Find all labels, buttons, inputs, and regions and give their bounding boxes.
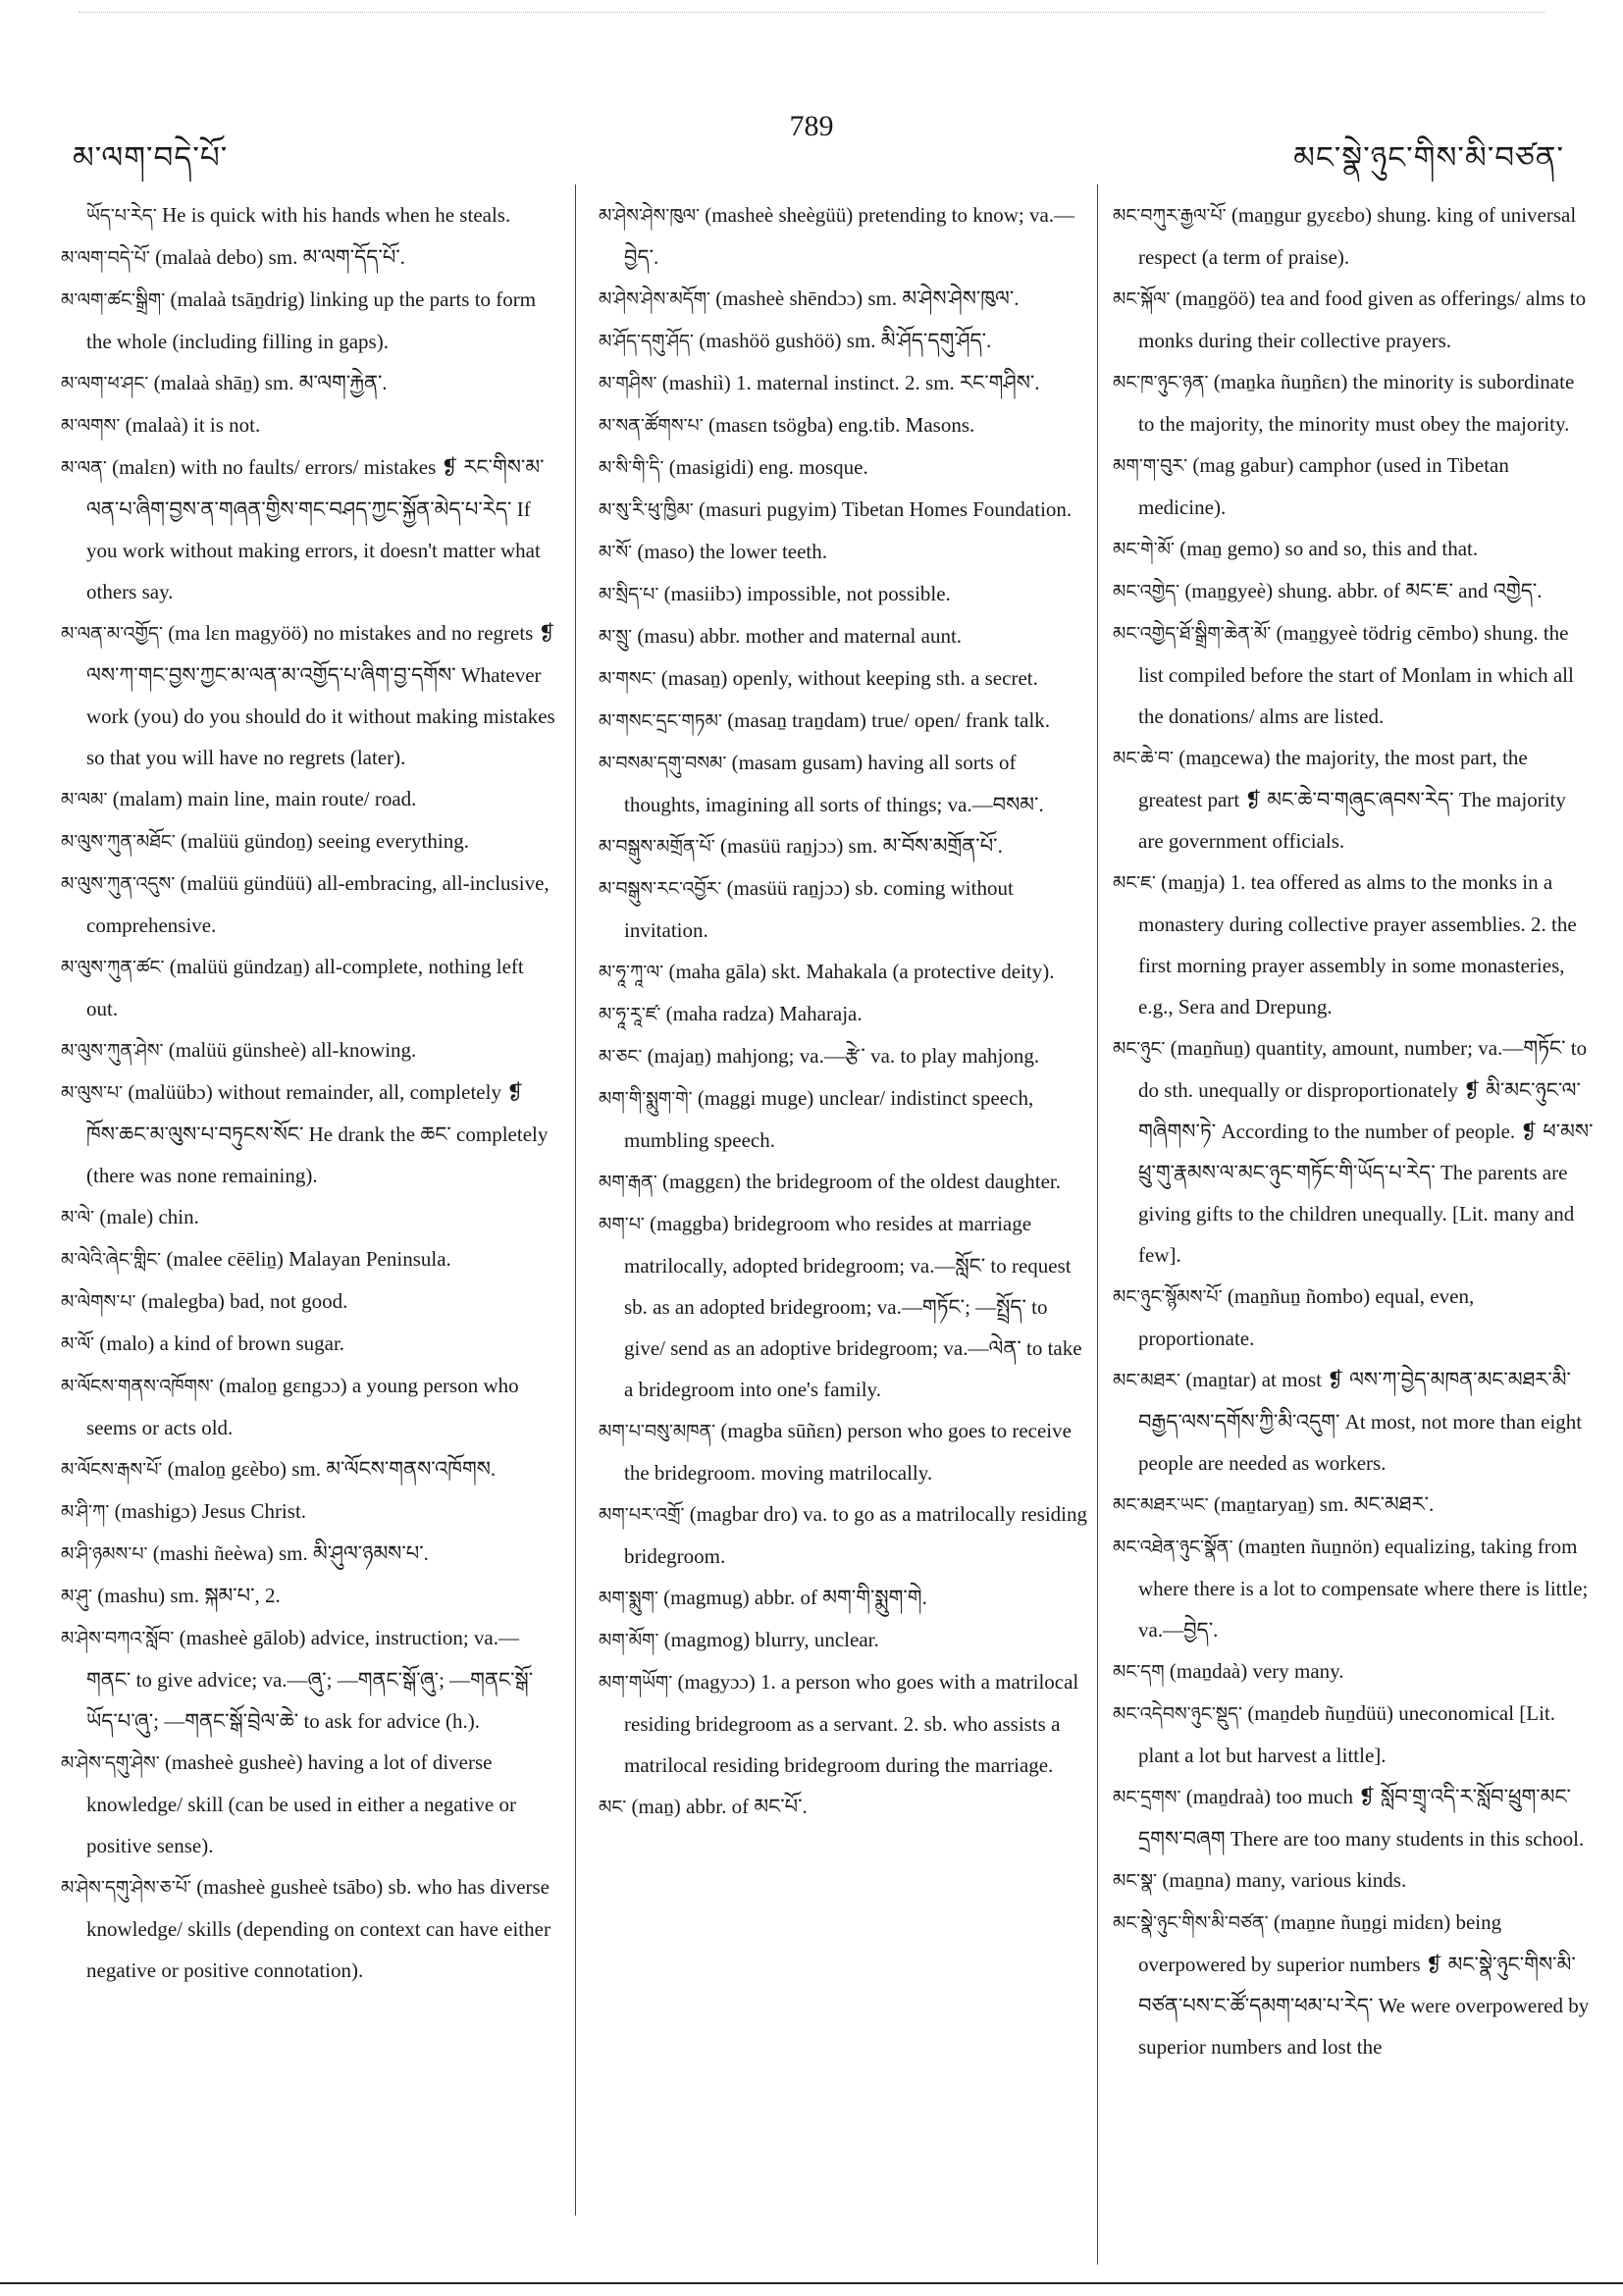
entry-headword: མང་འགྱེད་	[1113, 581, 1180, 602]
entry-headword: མ་ལེའི་ཞེང་གླིང་	[61, 1249, 162, 1271]
dictionary-entry	[1113, 278, 1594, 361]
entry-headword: མ་གསང་	[599, 668, 656, 690]
entry-headword: མག་པར་འགྲོ་	[599, 1504, 685, 1526]
entry-definition: (malaà tsāṉdrig) linking up the parts to form the whole (including filling in gaps).	[86, 287, 537, 353]
entry-headword: མང་དྲགས་	[1113, 1787, 1181, 1808]
entry-headword: མ་སན་ཚོགས་པ་	[599, 415, 704, 437]
dictionary-entry	[61, 362, 559, 404]
entry-definition: (masigidi) eng. mosque.	[663, 455, 868, 479]
entry-definition: (masaṉ) openly, without keeping sth. a secret.	[655, 666, 1038, 690]
dictionary-entry	[1113, 570, 1594, 612]
entry-headword: མ་ལུས་ཀུན་ཚང་	[61, 957, 165, 978]
entry-headword: མ་ལམ་	[61, 789, 108, 810]
entry-headword: མ་ལོ་	[61, 1333, 95, 1355]
entry-headword: མ་ལུས་ཀུན་འདུས་	[61, 873, 176, 895]
entry-definition: (maggi muge) unclear/ indistinct speech, mumbling speech.	[624, 1086, 1034, 1152]
entry-headword: མང་ཉུང་	[1113, 1038, 1166, 1060]
entry-headword: མ་གསང་དྲང་གཏམ་	[599, 710, 722, 732]
entry-definition: (mag gabur) camphor (used in Tibetan medicine).	[1138, 453, 1509, 519]
dictionary-entry	[61, 1866, 559, 1991]
entry-definition: (maṉgyeè tödrig cēmbo) shung. the list compiled before the start of Monlam in which all the donations/ alms are listed.	[1138, 621, 1574, 728]
dictionary-entry	[1113, 194, 1594, 278]
dictionary-column-2	[599, 194, 1089, 2255]
entry-headword: མང་གེ་མོ་	[1113, 539, 1175, 560]
dictionary-entry	[599, 531, 1089, 573]
dictionary-entry	[599, 825, 1089, 867]
entry-headword: མ་སྲུ་	[599, 626, 633, 648]
entry-definition: (malaà debo) sm. མ་ལག་དོད་པོ་.	[149, 245, 405, 269]
dictionary-entry	[61, 1196, 559, 1238]
entry-definition: (ma lɛn magyöö) no mistakes and no regrets ❡ ལས་ཀ་གང་བྱས་ཀྱང་མ་ལན་མ་འགྱོད་པ་ཞིག་བྱ་དགོས་ Whatever work (you) do you should do it without making mistakes so that you will have no regrets (later).	[86, 621, 556, 769]
entry-headword: མ་གཤིས་	[599, 373, 657, 394]
dictionary-entry	[61, 279, 559, 362]
entry-definition: (masheè shēndɔɔ) sm. མ་ཤེས་ཤེས་ཁུལ་.	[710, 287, 1020, 310]
entry-definition: (masu) abbr. mother and maternal aunt.	[632, 624, 963, 648]
entry-definition: (mashu) sm. སྐམ་པ་, 2.	[92, 1584, 281, 1607]
dictionary-entry	[599, 320, 1089, 362]
dictionary-entry	[1113, 1484, 1594, 1526]
entry-headword: མ་ལག་ཕ་ཤང་	[61, 373, 149, 394]
entry-headword: མག་རྒན་	[599, 1172, 657, 1193]
entry-definition: (malüü günsheè) all-knowing.	[163, 1038, 417, 1062]
dictionary-entry	[61, 1071, 559, 1196]
left-guide-word: མ་ལག་བདེ་པོ་	[73, 140, 229, 176]
entry-headword: ཡོད་པ་རེད་	[86, 205, 157, 227]
dictionary-entry	[599, 1493, 1089, 1577]
dictionary-entry	[1113, 1902, 1594, 2067]
column-divider-left	[575, 184, 576, 2216]
dictionary-entry	[61, 1575, 559, 1617]
dictionary-entry	[599, 446, 1089, 489]
entry-definition: (magmug) abbr. of མག་གི་སྨུག་གེ.	[657, 1586, 927, 1609]
dictionary-entry	[61, 820, 559, 862]
dictionary-entry	[61, 1533, 559, 1575]
entry-definition: He is quick with his hands when he steals.	[156, 203, 511, 227]
entry-definition: (malegba) bad, not good.	[135, 1289, 348, 1313]
dictionary-entry	[599, 1077, 1089, 1161]
dictionary-entry	[61, 1238, 559, 1280]
entry-definition: (masüü raṉjɔɔ) sb. coming without invitation.	[624, 876, 1014, 942]
dictionary-entry	[1113, 1650, 1594, 1693]
entry-headword: མང་འཐེན་ཉུང་སྣོན་	[1113, 1537, 1233, 1558]
entry-headword: མང་ཆེ་བ་	[1113, 748, 1174, 769]
entry-headword: མང་མཐར་ཡང་	[1113, 1494, 1209, 1516]
dictionary-entry	[599, 278, 1089, 320]
entry-definition: (malee cēēliṉ) Malayan Peninsula.	[161, 1247, 451, 1271]
dictionary-entry	[61, 1365, 559, 1448]
entry-headword: མ་ལག་ཚང་སྒྲིག་	[61, 289, 166, 311]
entry-definition: (maṉñuṉ) quantity, amount, number; va.—གཏོང་ to do sth. unequally or disproportionately ❡ མི་མང་ཉུང་ལ་གཞིགས་ཏེ་ According to the number of people. ❡ ཕ་མས་ཕྲུ་གུ་རྣམས་ལ་མང་ཉུང་གཏོང་གི་ཡོད་པ་རེད་ The parents are giving gifts to the children unequally. [Lit. many and few].	[1138, 1036, 1594, 1267]
entry-headword: མག་མོག་	[599, 1630, 659, 1651]
dictionary-entry	[61, 1280, 559, 1323]
dictionary-entry	[61, 778, 559, 820]
entry-definition: (masiibɔ) impossible, not possible.	[658, 582, 951, 605]
entry-headword: མ་ལན་མ་འགྱོད་	[61, 623, 163, 645]
entry-definition: (mashigɔ) Jesus Christ.	[109, 1499, 307, 1523]
right-guide-word: མང་སྣེ་ཉུང་གིས་མི་བཙན་	[1293, 140, 1564, 176]
entry-definition: (masheè gusheè) having a lot of diverse knowledge/ skill (can be used in either a negative or positive sense).	[86, 1750, 516, 1857]
dictionary-entry	[61, 236, 559, 279]
entry-definition: (maloṉ gɛngɔɔ) a young person who seems or acts old.	[86, 1374, 519, 1439]
dictionary-entry	[599, 1410, 1089, 1493]
entry-headword: མ་བསྒུས་མགྲོན་པོ་	[599, 836, 715, 858]
entry-definition: (maṉja) 1. tea offered as alms to the monks in a monastery during collective prayer assemblies. 2. the first morning prayer assembly in some monasteries, e.g., Sera and Drepung.	[1138, 870, 1577, 1018]
entry-headword: མག་གཡོག་	[599, 1672, 673, 1694]
dictionary-entry	[599, 1035, 1089, 1077]
dictionary-entry	[61, 612, 559, 778]
entry-definition: (male) chin.	[94, 1205, 199, 1228]
dictionary-entry	[1113, 1276, 1594, 1359]
dictionary-entry	[599, 1203, 1089, 1410]
entry-definition: (maṉne ñuṉgi midɛn) being overpowered by superior numbers ❡ མང་སྣེ་ཉུང་གིས་མི་བཙན་པས་ང་ཚོ་དམག་ཕམ་པ་རེད་ We were overpowered by superior numbers and lost the	[1138, 1910, 1590, 2059]
entry-definition: (maggba) bridegroom who resides at marriage matrilocally, adopted bridegroom; va.—སློང་ to request sb. as an adopted bridegroom; va.—གཏོང་; —སྤྲོད་ to give/ send as an adoptive bridegroom; va.—ལེན་ to take a bridegroom into one's family.	[624, 1212, 1082, 1401]
dictionary-entry	[1113, 1693, 1594, 1776]
entry-headword: མ་སུ་རི་ཕུ་ཁྱིམ་	[599, 499, 694, 521]
entry-definition: (maggɛn) the bridegroom of the oldest daughter.	[656, 1170, 1062, 1193]
entry-headword: མ་ལེ་	[61, 1207, 95, 1228]
entry-definition: (maha radza) Maharaja.	[660, 1002, 863, 1025]
dictionary-column-3	[1113, 194, 1594, 2255]
entry-headword: མ་ཤེས་ཤེས་ཁུལ་	[599, 205, 701, 227]
page-number: 789	[789, 110, 834, 142]
entry-headword: མ་ཤེས་ཤེས་མདོག་	[599, 288, 711, 310]
entry-headword: མ་ཤི་ཉམས་པ་	[61, 1543, 148, 1565]
entry-headword: མག་པ་བསུ་མཁན་	[599, 1421, 716, 1442]
entry-definition: (majaṉ) mahjong; va.—རྩེ་ va. to play mahjong.	[642, 1044, 1040, 1068]
entry-headword: མ་སོ་	[599, 542, 633, 563]
entry-definition: (magmog) blurry, unclear.	[658, 1628, 879, 1651]
entry-headword: མ་ཅང་	[599, 1046, 643, 1068]
entry-headword: མག་སྨུག་	[599, 1588, 658, 1609]
dictionary-entry	[1113, 1359, 1594, 1484]
entry-headword: མ་ལགས་	[61, 415, 121, 437]
dictionary-entry	[599, 1786, 1089, 1828]
entry-definition: (maṉ) abbr. of མང་པོ་.	[626, 1795, 808, 1818]
entry-definition: (maṉgöö) tea and food given as offerings/ alms to monks during their collective prayers.	[1138, 287, 1587, 352]
entry-headword: མ་ཤོད་དགུ་ཤོད་	[599, 331, 695, 352]
entry-headword: མང་འགྱེད་ཐོ་སྒྲིག་ཆེན་མོ་	[1113, 623, 1272, 645]
entry-definition: (maloṉ gɛèbo) sm. མ་ལོངས་གནས་འཁོགས.	[162, 1457, 497, 1481]
entry-definition: (masheè gusheè tsābo) sb. who has diverse knowledge/ skills (depending on context can have either negative or positive connotation).	[86, 1875, 550, 1982]
entry-headword: མང་ཉུང་སྙོམས་པོ་	[1113, 1286, 1223, 1308]
entry-headword: མག་པ་	[599, 1214, 645, 1235]
entry-definition: (malüü gündüü) all-embracing, all-inclusive, comprehensive.	[86, 871, 550, 937]
dictionary-entry	[1113, 1526, 1594, 1650]
entry-headword: མག་གི་སྨུག་གེ་	[599, 1088, 693, 1110]
entry-definition: (maha gāla) skt. Mahakala (a protective deity).	[663, 960, 1055, 983]
entry-headword: མ་ལུས་ཀུན་མཐོང་	[61, 831, 176, 853]
entry-definition: (masheè gālob) advice, instruction; va.—གནང་ to give advice; va.—ཞུ་; —གནང་སྒོ་ཞུ་; —གནང་སྒོ་ཡོད་པ་ཞུ་; —གནང་སྒོ་བྲེལ་ཆེ་ to ask for advice (h.).	[86, 1626, 534, 1733]
entry-definition: (maṉdaà) very many.	[1164, 1659, 1344, 1683]
dictionary-entry	[1113, 737, 1594, 861]
entry-headword: མང་	[599, 1797, 627, 1818]
entry-definition: (maṉten ñuṉnön) equalizing, taking from where there is a lot to compensate where there is little; va.—བྱེད་.	[1138, 1535, 1589, 1642]
entry-headword: མ་སི་གི་དི་	[599, 457, 664, 479]
entry-definition: (magyɔɔ) 1. a person who goes with a matrilocal residing bridegroom as a servant. 2. sb. who assists a matrilocal residing bridegroom during the marriage.	[624, 1670, 1079, 1777]
entry-definition: (maṉna) many, various kinds.	[1157, 1868, 1407, 1892]
dictionary-entry	[599, 993, 1089, 1035]
dictionary-entry	[599, 867, 1089, 951]
entry-headword: མ་ཤེས་དགུ་ཤེས་ཅ་པོ་	[61, 1877, 191, 1899]
entry-definition: (maṉgyeè) shung. abbr. of མང་ཇ་ and འགྱེད་.	[1179, 579, 1543, 602]
entry-headword: མང་སྣ་	[1113, 1870, 1158, 1892]
dictionary-entry	[1113, 1027, 1594, 1276]
entry-headword: མ་ལན་	[61, 457, 107, 479]
entry-definition: (masheè sheègüü) pretending to know; va.—བྱེད་.	[624, 203, 1075, 269]
entry-headword: མག་ག་བུར་	[1113, 455, 1188, 477]
page-header	[0, 110, 1623, 176]
dictionary-entry	[599, 362, 1089, 404]
entry-continuation	[61, 194, 559, 236]
entry-headword: མང་འདེབས་ཉུང་སྡུད་	[1113, 1703, 1243, 1725]
entry-headword: མ་སྲིད་པ་	[599, 584, 659, 605]
entry-definition: (maṉgur gyɛɛbo) shung. king of universal respect (a term of praise).	[1138, 203, 1577, 269]
dictionary-entry	[599, 742, 1089, 825]
dictionary-entry	[1113, 528, 1594, 570]
dictionary-entry	[599, 194, 1089, 278]
entry-definition: (masüü raṉjɔɔ) sm. མ་བོས་མགྲོན་པོ་.	[714, 834, 1003, 858]
dictionary-entry	[61, 1490, 559, 1533]
entry-headword: མ་ལོངས་གནས་འཁོགས་	[61, 1376, 214, 1397]
entry-definition: (masɛn tsögba) eng.tib. Masons.	[703, 413, 975, 437]
entry-definition: (malüü gündoṉ) seeing everything.	[175, 829, 469, 853]
entry-definition: (mashi ñeèwa) sm. མི་ཤུལ་ཉམས་པ་.	[147, 1541, 429, 1565]
dictionary-entry	[1113, 361, 1594, 444]
dictionary-entry	[599, 1161, 1089, 1203]
entry-headword: མང་ཁ་ཉུང་ཉན་	[1113, 372, 1209, 393]
dictionary-entry	[599, 404, 1089, 446]
entry-definition: (maso) the lower teeth.	[632, 540, 827, 563]
entry-definition: (masam gusam) having all sorts of thoughts, imagining all sorts of things; va.—བསམ་.	[624, 751, 1044, 816]
entry-headword: མ་ཧཱ་རཱ་ཛ་	[599, 1004, 661, 1025]
entry-definition: (maṉdraà) too much ❡ སློབ་གྲྭ་འདི་ར་སློབ་ཕྲུག་མང་དྲགས་བཞག There are too many students in this school.	[1138, 1785, 1585, 1851]
entry-definition: (malɛn) with no faults/ errors/ mistakes ❡ རང་གིས་མ་ལན་པ་ཞིག་བྱས་ན་གཞན་གྱིས་གང་བཤད་ཀྱང་སྐྱོན་མེད་པ་རེད་ If you work without making errors, it doesn't matter what others say.	[86, 455, 545, 603]
entry-headword: མ་བསམ་དགུ་བསམ་	[599, 753, 727, 774]
entry-headword: མང་སྣེ་ཉུང་གིས་མི་བཙན་	[1113, 1912, 1269, 1934]
dictionary-entry	[61, 862, 559, 946]
dictionary-entry	[61, 1617, 559, 1742]
dictionary-entry	[61, 946, 559, 1029]
entry-definition: (masaṉ traṉdam) true/ open/ frank talk.	[721, 708, 1051, 732]
entry-definition: (malüübɔ) without remainder, all, completely ❡ ཁོས་ཆང་མ་ལུས་པ་བཏུངས་སོང་ He drank the ཆང་ completely (there was none remaining).	[86, 1080, 549, 1187]
entry-headword: མང་སྐོལ་	[1113, 288, 1171, 310]
dictionary-entry	[61, 446, 559, 612]
entry-headword: མ་བསྒུས་རང་འབྱོར་	[599, 878, 722, 900]
entry-definition: (maṉñuṉ ñombo) equal, even, proportionate.	[1138, 1284, 1475, 1350]
dictionary-entry	[599, 951, 1089, 993]
entry-headword: མ་ཤེས་བཀའ་སློབ་	[61, 1628, 175, 1649]
entry-definition: (masuri pugyim) Tibetan Homes Foundation.	[693, 497, 1073, 521]
entry-definition: (maṉka ñuṉñɛn) the minority is subordinate to the majority, the minority must obey the majority.	[1138, 370, 1575, 436]
dictionary-entry	[1113, 1776, 1594, 1859]
dictionary-entry	[599, 573, 1089, 615]
entry-definition: (magbar dro) va. to go as a matrilocally residing bridegroom.	[624, 1502, 1088, 1568]
entry-definition: (mashiì) 1. maternal instinct. 2. sm. རང་གཤིས་.	[656, 371, 1040, 394]
entry-headword: མ་ལོངས་རྒས་པོ་	[61, 1459, 163, 1481]
dictionary-entry	[599, 700, 1089, 742]
top-rule	[79, 12, 1544, 13]
entry-definition: (malaà shāṉ) sm. མ་ལག་རྐྱེན་.	[148, 371, 388, 394]
dictionary-entry	[599, 489, 1089, 531]
entry-headword: མང་ཇ་	[1113, 872, 1156, 894]
dictionary-entry	[1113, 444, 1594, 528]
dictionary-entry	[61, 1742, 559, 1866]
dictionary-entry	[61, 1029, 559, 1071]
entry-definition: (mashöö gushöö) sm. མི་ཤོད་དགུ་ཤོད་.	[694, 329, 992, 352]
dictionary-column-1	[61, 194, 559, 2255]
entry-headword: མང་མཐར་	[1113, 1370, 1180, 1391]
dictionary-entry	[599, 615, 1089, 657]
entry-headword: མང་བཀུར་རྒྱལ་པོ་	[1113, 205, 1227, 227]
entry-headword: མ་ལུས་ཀུན་ཤེས་	[61, 1040, 164, 1062]
entry-headword: མ་ལུས་པ་	[61, 1082, 124, 1104]
dictionary-entry	[599, 657, 1089, 700]
dictionary-entry	[61, 1448, 559, 1490]
entry-headword: མ་ཤུ་	[61, 1586, 92, 1607]
dictionary-entry	[599, 1577, 1089, 1619]
dictionary-entry	[1113, 861, 1594, 1027]
entry-headword: མ་ཤེས་དགུ་ཤེས་	[61, 1752, 160, 1774]
entry-headword: མ་ལག་བདེ་པོ་	[61, 247, 150, 269]
entry-definition: (maṉ gemo) so and so, this and that.	[1175, 537, 1479, 560]
entry-definition: (malüü gündzaṉ) all-complete, nothing left out.	[86, 955, 524, 1020]
entry-definition: (maṉtar) at most ❡ ལས་ཀ་བྱེད་མཁན་མང་མཐར་མི་བརྒྱད་ལས་དགོས་ཀྱི་མི་འདུག་ At most, not more than eight people are needed as workers.	[1138, 1368, 1583, 1475]
dictionary-entry	[1113, 1859, 1594, 1902]
bottom-rule	[0, 2282, 1623, 2284]
entry-headword: མ་ཧཱ་ཀཱ་ལ་	[599, 962, 664, 983]
entry-definition: (malam) main line, main route/ road.	[107, 787, 417, 810]
entry-definition: (malaà) it is not.	[120, 413, 261, 437]
dictionary-entry	[61, 1323, 559, 1365]
entry-headword: མ་ལེགས་པ་	[61, 1291, 136, 1313]
entry-definition: (maṉdeb ñuṉdüü) uneconomical [Lit. plant a lot but harvest a little].	[1138, 1701, 1556, 1767]
dictionary-entry	[599, 1619, 1089, 1661]
dictionary-entry	[599, 1661, 1089, 1786]
entry-definition: (maṉcewa) the majority, the most part, the greatest part ❡ མང་ཆེ་བ་གཞུང་ཞབས་རེད་ The majority are government officials.	[1138, 746, 1566, 853]
dictionary-entry	[61, 404, 559, 446]
entry-definition: (malo) a kind of brown sugar.	[94, 1331, 345, 1355]
entry-definition: (magba sūñɛn) person who goes to receive the bridegroom. moving matrilocally.	[624, 1419, 1072, 1485]
dictionary-entry	[1113, 612, 1594, 737]
entry-definition: (maṉtaryaṉ) sm. མང་མཐར་.	[1208, 1492, 1435, 1516]
entry-headword: མང་དག	[1113, 1661, 1165, 1683]
entry-headword: མ་ཤི་ཀ་	[61, 1501, 110, 1523]
column-divider-right	[1097, 184, 1098, 2265]
